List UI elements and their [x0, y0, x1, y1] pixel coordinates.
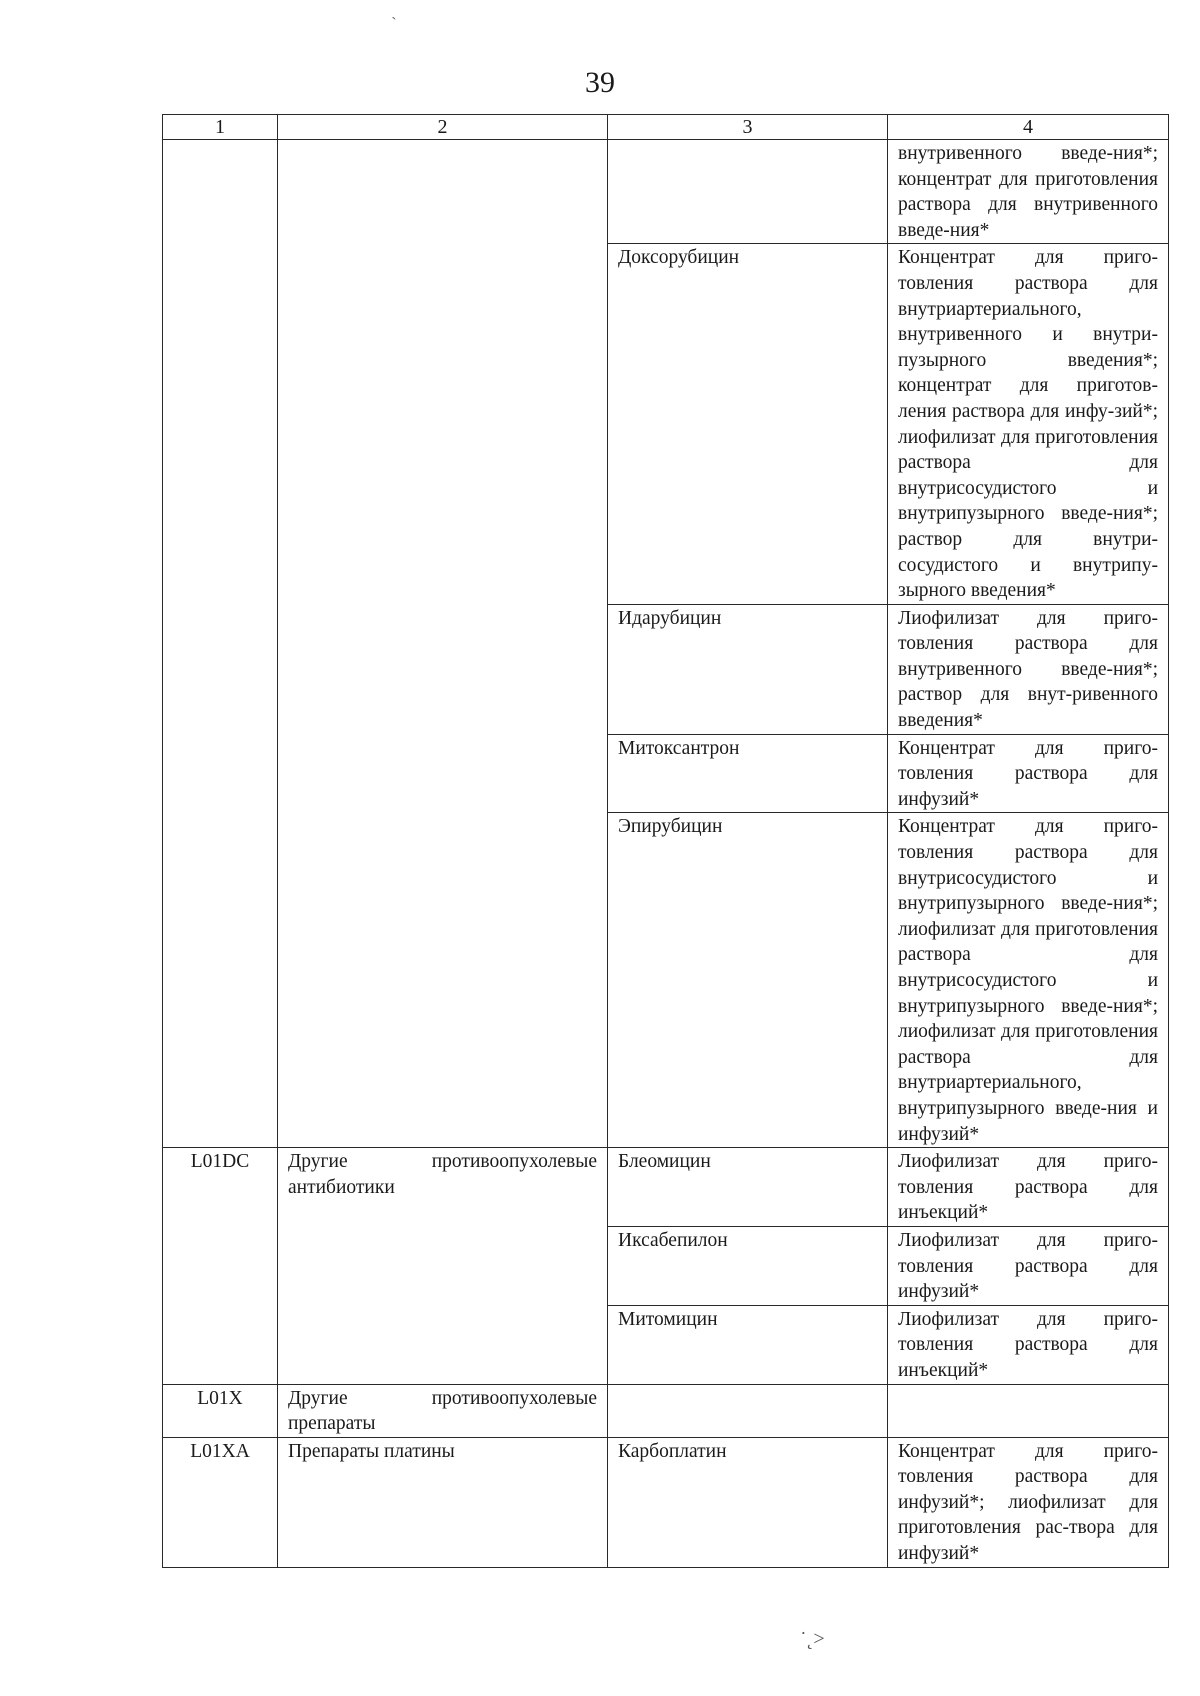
- table-row: [163, 1437, 1169, 1567]
- atc-code-cell: L01XA: [163, 1437, 278, 1567]
- table-header-row: [163, 115, 1169, 140]
- form-cell: Лиофилизат для приго-товления раствора для инъекций*: [888, 1148, 1169, 1227]
- group-cell: Другие противоопухолевые антибиотики: [278, 1148, 608, 1384]
- form-cell: Концентрат для приго-товления раствора для внутрисосудистого и внутрипузырного введе-ния*; лиофилизат для приготовления раствора для внутрисосудистого и внутрипузырного введе-ния*; лиофилизат для приготовления раствора для внутриартериального, внутрипузырного введе-ния и инфузий*: [888, 813, 1169, 1148]
- group-cell: Другие противоопухолевые препараты: [278, 1384, 608, 1437]
- form-cell: Лиофилизат для приго-товления раствора для инфузий*: [888, 1226, 1169, 1305]
- column-header-2: 2: [278, 115, 608, 140]
- drug-cell: Эпирубицин: [608, 813, 888, 1148]
- drug-cell: Митоксантрон: [608, 734, 888, 813]
- scan-speck: ˙˛˃: [800, 1628, 825, 1650]
- atc-code-cell: [163, 140, 278, 1148]
- column-header-3: 3: [608, 115, 888, 140]
- drug-table: [162, 114, 1169, 1568]
- drug-cell: Митомицин: [608, 1305, 888, 1384]
- column-header-4: 4: [888, 115, 1169, 140]
- form-cell: Лиофилизат для приго-товления раствора для внутривенного введе-ния*; раствор для внут-ривенного введения*: [888, 604, 1169, 734]
- form-cell: Концентрат для приго-товления раствора для внутриартериального, внутривенного и внутри-пузырного введения*; концентрат для приготов-ления раствора для инфу-зий*; лиофилизат для приготовления раствора для внутрисосудистого и внутрипузырного введе-ния*; раствор для внутри-сосудистого и внутрипу-зырного введения*: [888, 244, 1169, 604]
- drug-cell: Иксабепилон: [608, 1226, 888, 1305]
- table-row: [163, 140, 1169, 244]
- drug-cell: Идарубицин: [608, 604, 888, 734]
- drug-cell: [608, 140, 888, 244]
- form-cell: внутривенного введе-ния*; концентрат для приготовления раствора для внутривенного введе-ния*: [888, 140, 1169, 244]
- drug-cell: [608, 1384, 888, 1437]
- form-cell: Лиофилизат для приго-товления раствора для инъекций*: [888, 1305, 1169, 1384]
- page-number: 39: [585, 66, 615, 99]
- form-cell: Концентрат для приго-товления раствора для инфузий*: [888, 734, 1169, 813]
- group-cell: Препараты платины: [278, 1437, 608, 1567]
- atc-code-cell: L01X: [163, 1384, 278, 1437]
- group-cell: [278, 140, 608, 1148]
- drug-cell: Карбоплатин: [608, 1437, 888, 1567]
- table-row: [163, 1148, 1169, 1227]
- scan-speck: ˴: [388, 8, 397, 25]
- column-header-1: 1: [163, 115, 278, 140]
- form-cell: [888, 1384, 1169, 1437]
- drug-cell: Блеомицин: [608, 1148, 888, 1227]
- form-cell: Концентрат для приго-товления раствора для инфузий*; лиофилизат для приготовления рас-твора для инфузий*: [888, 1437, 1169, 1567]
- atc-code-cell: L01DC: [163, 1148, 278, 1384]
- table-row: [163, 1384, 1169, 1437]
- drug-cell: Доксорубицин: [608, 244, 888, 604]
